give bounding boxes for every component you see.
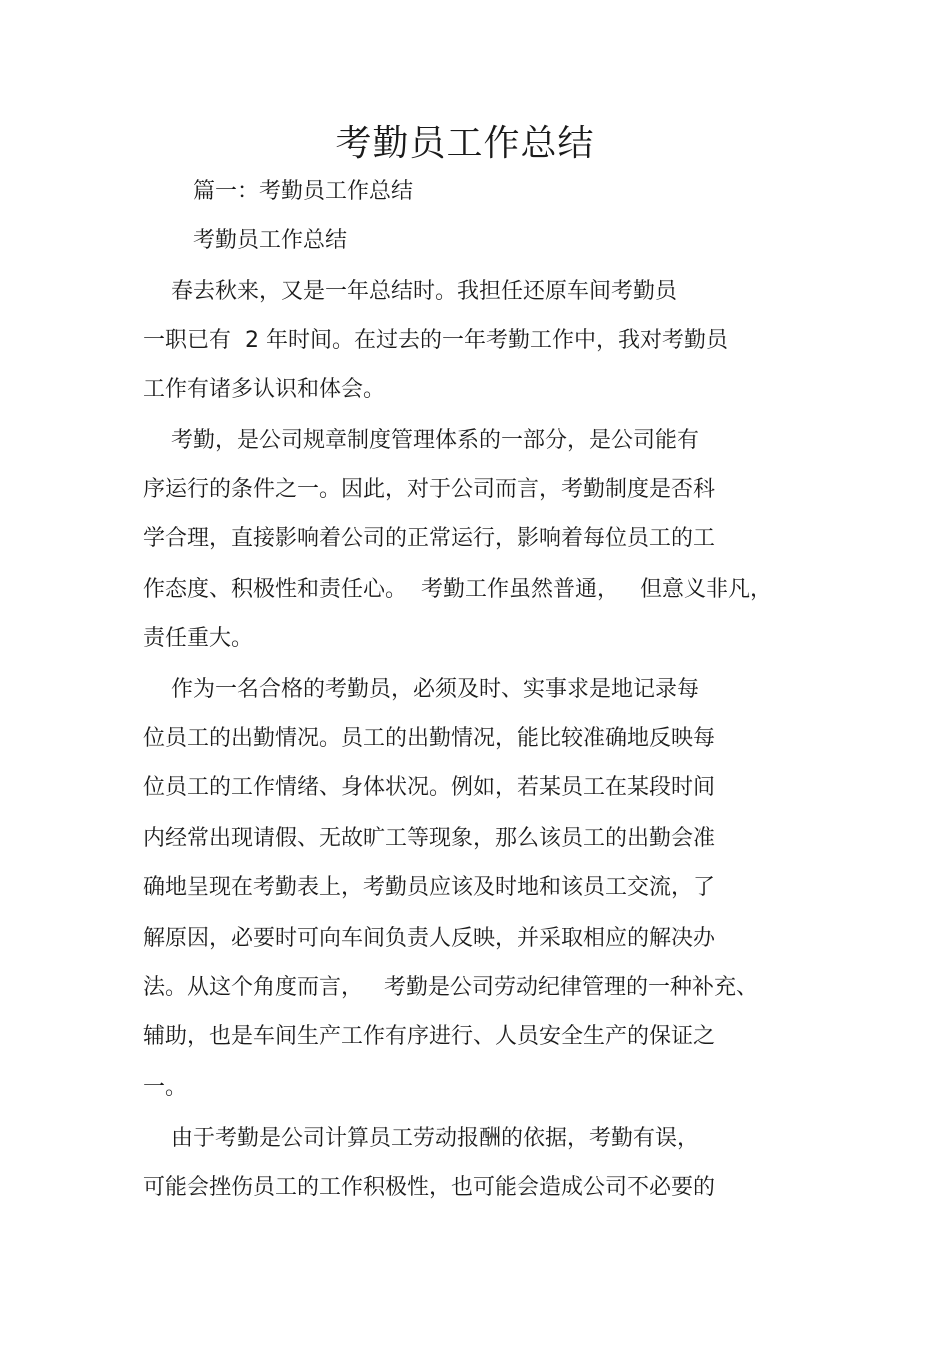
paragraph-line: 一。	[143, 1075, 188, 1100]
sub-heading: 考勤员工作总结	[193, 228, 348, 253]
paragraph-line: 责任重大。	[143, 626, 254, 651]
section-heading: 篇一：考勤员工作总结	[193, 179, 414, 204]
paragraph-line: 序运行的条件之一。因此，对于公司而言，考勤制度是否科	[143, 477, 716, 502]
paragraph-line: 解原因，必要时可向车间负责人反映，并采取相应的解决办	[143, 926, 716, 951]
paragraph-line: 确地呈现在考勤表上，考勤员应该及时地和该员工交流，了	[143, 875, 716, 900]
paragraph-line: 内经常出现请假、无故旷工等现象，那么该员工的出勤会准	[143, 826, 716, 851]
paragraph-line: 作为一名合格的考勤员，必须及时、实事求是地记录每	[143, 677, 699, 702]
paragraph-line: 考勤，是公司规章制度管理体系的一部分，是公司能有	[143, 428, 699, 453]
paragraph-line: 学合理，直接影响着公司的正常运行，影响着每位员工的工	[143, 526, 716, 551]
paragraph-line: 由于考勤是公司计算员工劳动报酬的依据，考勤有误，	[143, 1126, 699, 1151]
paragraph-line: 一职已有 2 年时间。在过去的一年考勤工作中，我对考勤员	[143, 328, 728, 353]
paragraph-line: 工作有诸多认识和体会。	[143, 377, 386, 402]
paragraph-line: 位员工的工作情绪、身体状况。例如，若某员工在某段时间	[143, 775, 716, 800]
paragraph-line: 辅助，也是车间生产工作有序进行、人员安全生产的保证之	[143, 1024, 716, 1049]
paragraph-line: 可能会挫伤员工的工作积极性，也可能会造成公司不必要的	[143, 1175, 716, 1200]
paragraph-line: 法。从这个角度而言， 考勤是公司劳动纪律管理的一种补充、	[143, 975, 758, 1000]
document-title: 考勤员工作总结	[335, 123, 595, 164]
paragraph-line: 春去秋来，又是一年总结时。我担任还原车间考勤员	[143, 279, 677, 304]
paragraph-line: 作态度、积极性和责任心。 考勤工作虽然普通， 但意义非凡，	[143, 577, 772, 602]
paragraph-line: 位员工的出勤情况。员工的出勤情况，能比较准确地反映每	[143, 726, 716, 751]
